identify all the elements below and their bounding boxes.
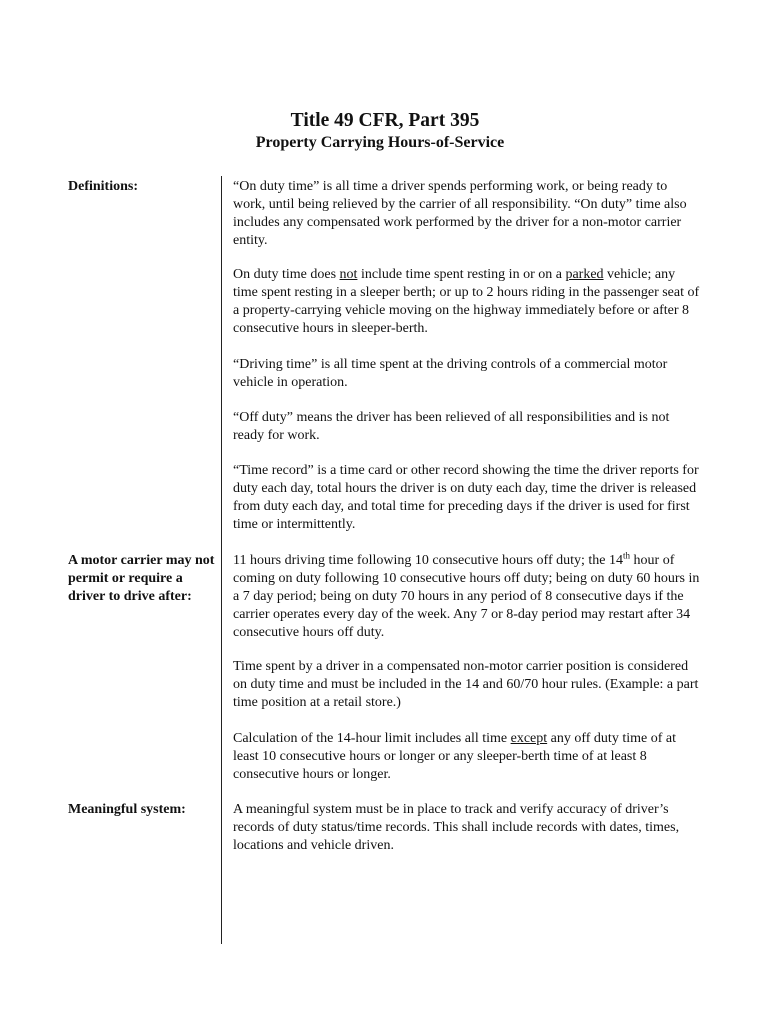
emphasis-except: except: [510, 731, 548, 746]
column-divider: [221, 176, 222, 944]
text-segment: Calculation of the 14-hour limit includes all time: [233, 731, 511, 746]
emphasis-parked: parked: [565, 267, 604, 282]
text-segment: On duty time does: [233, 267, 340, 282]
para-on-duty-time: “On duty time” is all time a driver spends performing work, or being ready to work, until being relieved by the carrier of all responsibility. “On duty” time also includes any compensated work performed by the driver for a non-motor carrier entity.: [233, 179, 687, 248]
label-definitions: Definitions:: [68, 179, 138, 194]
text-segment: any off duty time of at least 10 consecutive hours or longer or any sleeper-berth time of at least 8 consecutive hours or longer.: [233, 731, 676, 782]
text-segment: 11 hours driving time following 10 consecutive hours off duty; the 14: [233, 553, 624, 568]
label-motor-carrier: A motor carrier may not permit or require a driver to drive after:: [68, 553, 215, 604]
para-hours-limits: [233, 552, 703, 642]
para-driving-time: “Driving time” is all time spent at the driving controls of a commercial motor vehicle in operation.: [233, 357, 668, 390]
para-on-duty-exclusions: [233, 266, 703, 338]
document-subtitle: Property Carrying Hours-of-Service: [255, 134, 505, 151]
para-off-duty: “Off duty” means the driver has been relieved of all responsibilities and is not ready for work.: [233, 410, 670, 443]
text-segment: include time spent resting in or on a: [357, 267, 566, 282]
ordinal-suffix: th: [623, 550, 631, 561]
para-compensated-position: Time spent by a driver in a compensated non-motor carrier position is considered on duty time and must be included in the 14 and 60/70 hour rules. (Example: a part time position at a retail store.): [233, 659, 699, 710]
text-segment: vehicle; any time spent resting in a sleeper berth; or up to 2 hours riding in the passenger seat of a property-carrying vehicle moving on the highway immediately before or after 8 consecutive hours in sleeper-berth.: [233, 267, 700, 336]
emphasis-not: not: [339, 267, 358, 282]
para-14-hour-calculation: [233, 730, 703, 784]
para-meaningful-system: A meaningful system must be in place to track and verify accuracy of driver’s records of duty status/time records. This shall include records with dates, times, locations and vehicle driven.: [233, 802, 680, 853]
label-meaningful-system: Meaningful system:: [68, 802, 186, 817]
document-title: Title 49 CFR, Part 395: [290, 110, 480, 131]
para-time-record: “Time record” is a time card or other record showing the time the driver reports for duty each day, total hours the driver is on duty each day, time the driver is released from duty each day, and total time for preceding days if the driver is used for first time or intermittently.: [233, 463, 699, 532]
text-segment: hour of coming on duty following 10 consecutive hours off duty; being on duty 60 hours in a 7 day period; being on duty 70 hours in any period of 8 consecutive days if the carrier operates every day of the week. Any 7 or 8-day period may restart after 34 consecutive hours off duty.: [233, 553, 700, 640]
